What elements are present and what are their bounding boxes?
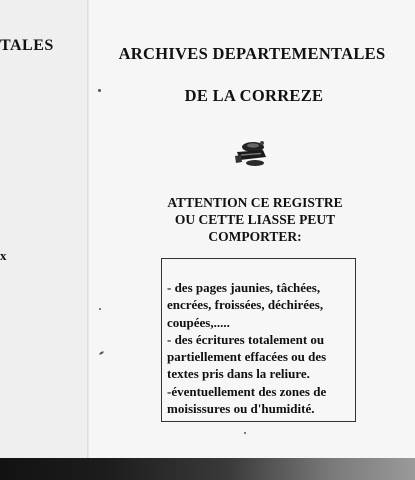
notice-line: encrées, froissées, déchirées, xyxy=(167,297,324,313)
scan-speck xyxy=(99,308,101,310)
page-subtitle: DE LA CORREZE xyxy=(184,86,324,105)
notice-line: partiellement effacées ou des xyxy=(167,349,327,365)
scan-speck xyxy=(98,89,101,92)
notice-line: - des pages jaunies, tâchées, xyxy=(167,280,321,295)
warning-line: COMPORTER: xyxy=(208,229,302,244)
archive-reel-icon xyxy=(233,138,269,168)
warning-line: ATTENTION CE REGISTRE xyxy=(167,195,343,210)
notice-line: -éventuellement des zones de xyxy=(167,383,327,399)
previous-page-edge xyxy=(0,0,88,458)
scan-speck xyxy=(244,432,246,434)
main-page xyxy=(89,0,415,458)
warning-line: OU CETTE LIASSE PEUT xyxy=(174,212,336,227)
notice-line: textes pris dans la reliure. xyxy=(167,366,310,382)
page-title: ARCHIVES DEPARTEMENTALES xyxy=(118,44,386,63)
notice-line: moisissures ou d'humidité. xyxy=(167,401,315,417)
notice-text xyxy=(167,279,326,417)
scanner-bottom-edge xyxy=(0,458,415,480)
notice-box xyxy=(161,258,356,422)
scan-speck xyxy=(99,351,104,356)
previous-page-title-fragment: TALES xyxy=(0,37,54,54)
warning-heading xyxy=(127,194,383,245)
notice-line: - des écritures totalement ou xyxy=(167,331,325,347)
notice-line: coupées,..... xyxy=(167,314,230,330)
previous-page-text-fragment: x xyxy=(0,248,7,263)
